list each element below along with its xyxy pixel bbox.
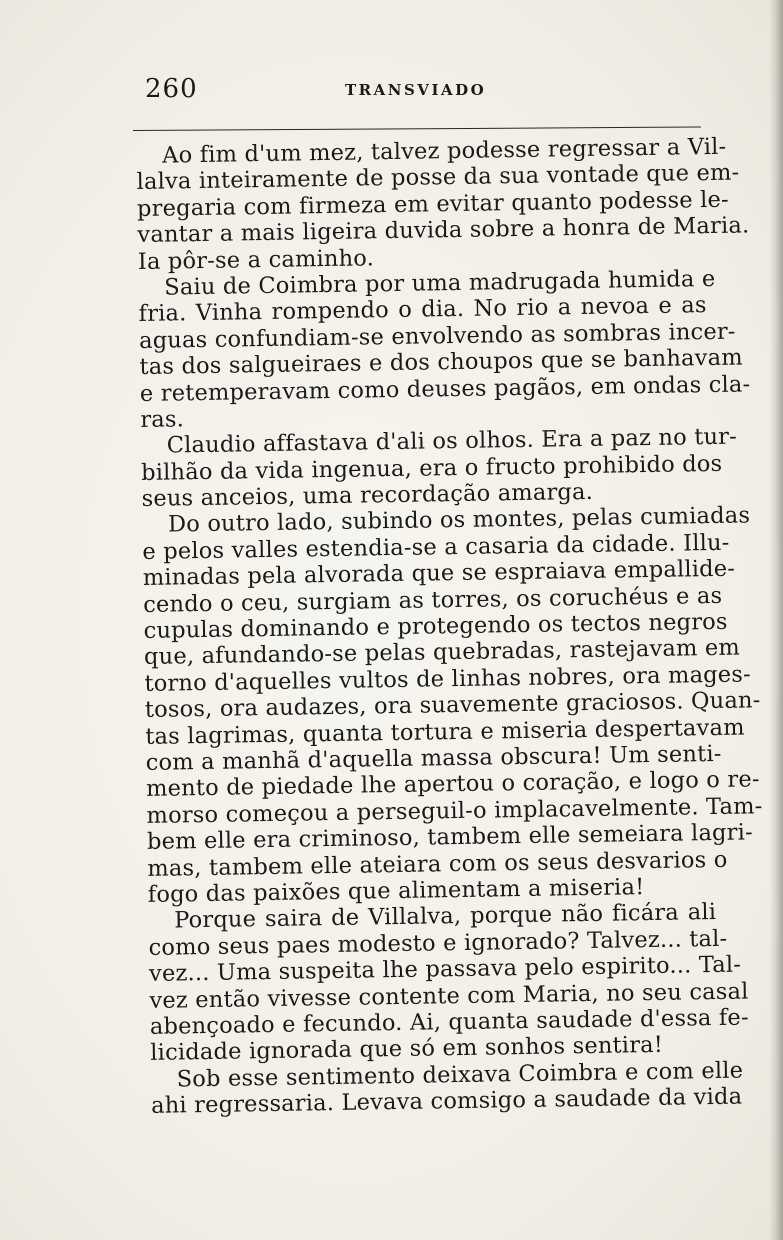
text-line: mas, tambem elle ateiara com os seus desvarios o [147,846,728,882]
text-line: cupulas dominando e protegendo os tectos negros [143,608,728,644]
text-line: Ao fim d'um mez, talvez podesse regressar a Vil- [161,133,727,169]
text-line: tas lagrimas, quanta tortura e miseria despertavam [145,714,745,750]
text-line: e pelos valles estendia-se a casaria da cidade. Illu- [142,529,730,565]
text-line: ahi regressaria. Levava comsigo a saudade da vida [150,1083,743,1119]
page-number: 260 [145,74,198,104]
text-line: Saiu de Coimbra por uma madrugada humida e [164,265,716,301]
text-line: Sob esse sentimento deixava Coimbra e com elle [176,1057,744,1093]
text-line: bilhão da vida ingenua, era o fructo prohibido dos [140,450,723,486]
text-line: fria. Vinha rompendo o dia. No rio a nevoa e as [138,292,707,328]
text-line: vez então vivesse contente com Maria, no seu casal [149,977,749,1014]
text-line: bem elle era criminoso, tambem elle semeiara lagri- [146,819,754,856]
text-line: lalva inteiramente de posse da sua vontade que em- [136,159,740,196]
text-line: vantar a mais ligeira duvida sobre a honra de Maria. [137,212,750,249]
text-line: que, afundando-se pelas quebradas, rastejavam em [143,634,741,671]
header-rule [133,127,701,131]
text-line: vez... Uma suspeita lhe passava pelo espirito... Tal- [148,951,742,988]
page-edge-shadow [769,0,783,1240]
body-text [136,133,763,1119]
text-line: tosos, ora audazes, ora suavemente graciosos. Quan- [144,687,761,724]
text-line: ras. [140,406,185,433]
text-line: e retemperavam como deuses pagãos, em ondas cla- [139,370,751,407]
text-line: aguas confundiam-se envolvendo as sombras incer- [138,318,736,354]
text-line: tas dos salgueiraes e dos choupos que se banhavam [139,344,743,381]
text-line: abençoado e fecundo. Ai, quanta saudade d'essa fe- [149,1004,749,1040]
text-line: pregaria com firmeza em evitar quanto podesse le- [136,186,730,222]
text-line: cendo o ceu, surgiam as torres, os coruchéus e as [143,582,723,618]
text-line: torno d'aquelles vultos de linhas nobres, ora mages- [144,661,752,697]
text-line: Porque saira de Villalva, porque não ficára ali [174,899,717,934]
text-line: com a manhã d'aquella massa obscura! Um senti- [145,740,722,776]
text-line: Do outro lado, subindo os montes, pelas cumiadas [167,502,751,539]
text-line: licidade ignorada que só em sonhos sentira! [150,1032,664,1067]
running-title: TRANSVIADO [345,81,487,99]
text-line: fogo das paixões que alimentam a miseria! [147,874,645,908]
page-header [133,70,703,110]
text-line: seus anceios, uma recordação amarga. [141,478,594,513]
text-line: como seus paes modesto e ignorado? Talvez... tal- [148,925,728,961]
text-line: Claudio affastava d'ali os olhos. Era a paz no tur- [166,423,738,459]
text-line: minadas pela alvorada que se espraiava empallide- [142,555,736,592]
text-line: morso começou a perseguil-o implacavelmente. Tam- [146,793,763,829]
text-line: mento de piedade lhe apertou o coração, e logo o re- [145,766,760,803]
text-line: Ia pôr-se a caminho. [137,244,375,275]
